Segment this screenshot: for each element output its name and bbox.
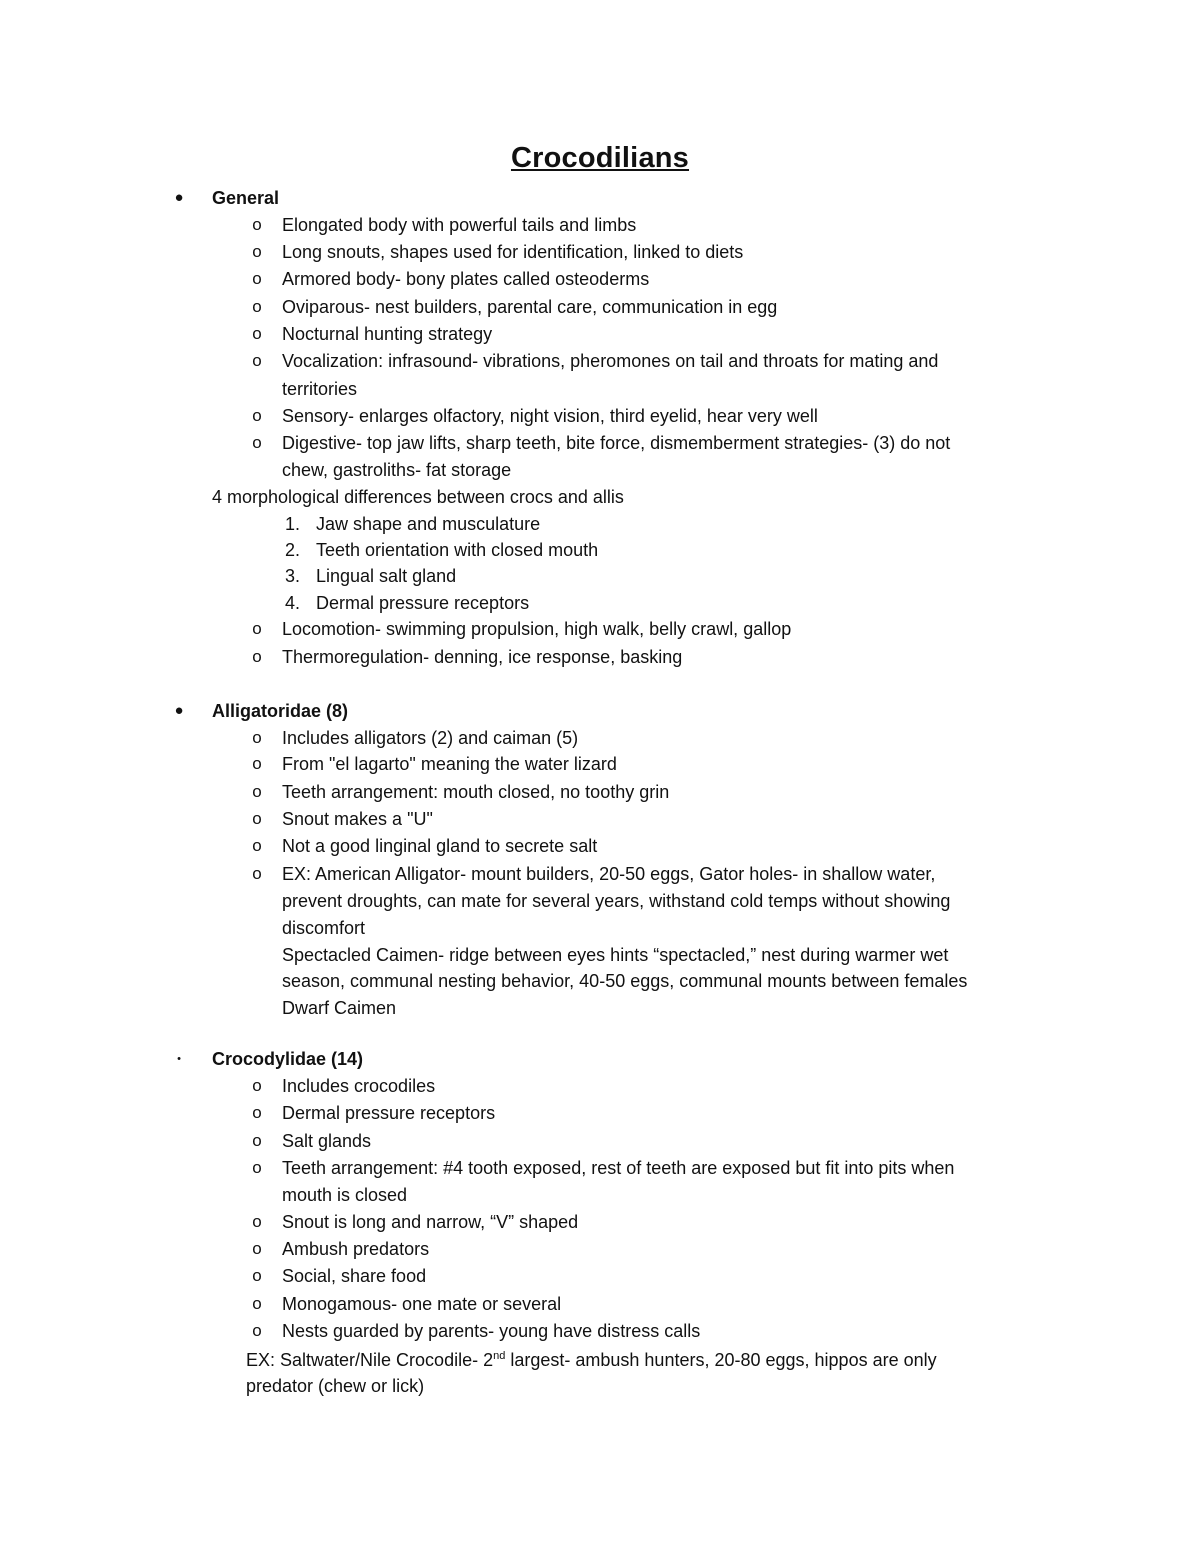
sub-bullet-icon: o bbox=[252, 351, 262, 370]
list-item-continuation: chew, gastroliths- fat storage bbox=[282, 460, 512, 480]
sub-bullet-icon: o bbox=[252, 1212, 262, 1231]
numbered-item: Lingual salt gland bbox=[316, 566, 457, 586]
list-item: Includes crocodiles bbox=[282, 1076, 436, 1096]
list-item-continuation: mouth is closed bbox=[282, 1185, 408, 1205]
example-text-start: EX: Saltwater/Nile Crocodile- 2 bbox=[246, 1350, 494, 1370]
list-item: Salt glands bbox=[282, 1131, 372, 1151]
example-line-continuation: predator (chew or lick) bbox=[246, 1376, 425, 1396]
list-item: Snout makes a "U" bbox=[282, 809, 433, 829]
list-item: Snout is long and narrow, “V” shaped bbox=[282, 1212, 579, 1232]
list-number: 3. bbox=[284, 566, 300, 586]
list-item: EX: American Alligator- mount builders, 20-50 eggs, Gator holes- in shallow water, bbox=[282, 864, 936, 884]
numbered-item: Jaw shape and musculature bbox=[316, 514, 541, 534]
sub-bullet-icon: o bbox=[252, 1239, 262, 1258]
sub-bullet-icon: o bbox=[252, 242, 262, 261]
sub-bullet-icon: o bbox=[252, 406, 262, 425]
sub-bullet-icon: o bbox=[252, 297, 262, 316]
list-item-continuation: season, communal nesting behavior, 40-50 eggs, communal mounts between females bbox=[282, 971, 968, 991]
sub-bullet-icon: o bbox=[252, 836, 262, 855]
numbered-item: Dermal pressure receptors bbox=[316, 593, 530, 613]
sub-bullet-icon: o bbox=[252, 647, 262, 666]
ordinal-superscript: nd bbox=[493, 1350, 506, 1362]
list-item: Ambush predators bbox=[282, 1239, 430, 1259]
sub-bullet-icon: o bbox=[252, 864, 262, 883]
sub-bullet-icon: o bbox=[252, 754, 262, 773]
bullet-icon: ● bbox=[174, 189, 184, 206]
list-item: Elongated body with powerful tails and limbs bbox=[282, 215, 637, 235]
sub-bullet-icon: o bbox=[252, 1158, 262, 1177]
sub-bullet-icon: o bbox=[252, 433, 262, 452]
list-item-continuation: discomfort bbox=[282, 918, 366, 938]
list-item-continuation: Spectacled Caimen- ridge between eyes hints “spectacled,” nest during warmer wet bbox=[282, 945, 949, 965]
morphology-heading: 4 morphological differences between crocs and allis bbox=[212, 487, 624, 507]
sub-bullet-icon: o bbox=[252, 1294, 262, 1313]
list-item: Social, share food bbox=[282, 1266, 427, 1286]
sub-bullet-icon: o bbox=[252, 269, 262, 288]
sub-bullet-icon: o bbox=[252, 809, 262, 828]
numbered-item: Teeth orientation with closed mouth bbox=[316, 540, 599, 560]
list-item: Includes alligators (2) and caiman (5) bbox=[282, 728, 579, 748]
sub-bullet-icon: o bbox=[252, 728, 262, 747]
list-item: Dermal pressure receptors bbox=[282, 1103, 496, 1123]
sub-bullet-icon: o bbox=[252, 1131, 262, 1150]
list-item: Nocturnal hunting strategy bbox=[282, 324, 493, 344]
list-number: 1. bbox=[284, 514, 300, 534]
section-heading-crocodylidae: Crocodylidae (14) bbox=[212, 1049, 364, 1069]
list-item: Not a good linginal gland to secrete salt bbox=[282, 836, 598, 856]
sub-bullet-icon: o bbox=[252, 1103, 262, 1122]
list-item: Thermoregulation- denning, ice response, basking bbox=[282, 647, 683, 667]
list-item: Nests guarded by parents- young have distress calls bbox=[282, 1321, 701, 1341]
sub-bullet-icon: o bbox=[252, 619, 262, 638]
list-number: 4. bbox=[284, 593, 300, 613]
example-text-end: largest- ambush hunters, 20-80 eggs, hippos are only bbox=[505, 1350, 937, 1370]
bullet-icon: ● bbox=[174, 702, 184, 719]
sub-bullet-icon: o bbox=[252, 1266, 262, 1285]
list-item: Teeth arrangement: #4 tooth exposed, rest of teeth are exposed but fit into pits when bbox=[282, 1158, 955, 1178]
sub-bullet-icon: o bbox=[252, 215, 262, 234]
list-item: Digestive- top jaw lifts, sharp teeth, bite force, dismemberment strategies- (3) do not bbox=[282, 433, 951, 453]
list-item: From "el lagarto" meaning the water lizard bbox=[282, 754, 617, 774]
sub-bullet-icon: o bbox=[252, 782, 262, 801]
section-heading-alligatoridae: Alligatoridae (8) bbox=[212, 701, 349, 721]
list-item-continuation: Dwarf Caimen bbox=[282, 998, 397, 1018]
list-item: Sensory- enlarges olfactory, night vision, third eyelid, hear very well bbox=[282, 406, 818, 426]
list-item: Vocalization: infrasound- vibrations, pheromones on tail and throats for mating and bbox=[282, 351, 939, 371]
list-item-continuation: territories bbox=[282, 379, 358, 399]
list-item: Oviparous- nest builders, parental care, communication in egg bbox=[282, 297, 778, 317]
list-item: Armored body- bony plates called osteoderms bbox=[282, 269, 650, 289]
section-heading-general: General bbox=[212, 188, 280, 208]
list-number: 2. bbox=[284, 540, 300, 560]
page-title: Crocodilians bbox=[510, 142, 690, 174]
list-item: Long snouts, shapes used for identification, linked to diets bbox=[282, 242, 744, 262]
list-item-continuation: prevent droughts, can mate for several years, withstand cold temps without showing bbox=[282, 891, 951, 911]
bullet-icon: • bbox=[177, 1053, 181, 1065]
list-item: Monogamous- one mate or several bbox=[282, 1294, 562, 1314]
list-item: Locomotion- swimming propulsion, high walk, belly crawl, gallop bbox=[282, 619, 792, 639]
example-line bbox=[246, 1347, 937, 1373]
sub-bullet-icon: o bbox=[252, 1321, 262, 1340]
sub-bullet-icon: o bbox=[252, 324, 262, 343]
list-item: Teeth arrangement: mouth closed, no toothy grin bbox=[282, 782, 670, 802]
sub-bullet-icon: o bbox=[252, 1076, 262, 1095]
